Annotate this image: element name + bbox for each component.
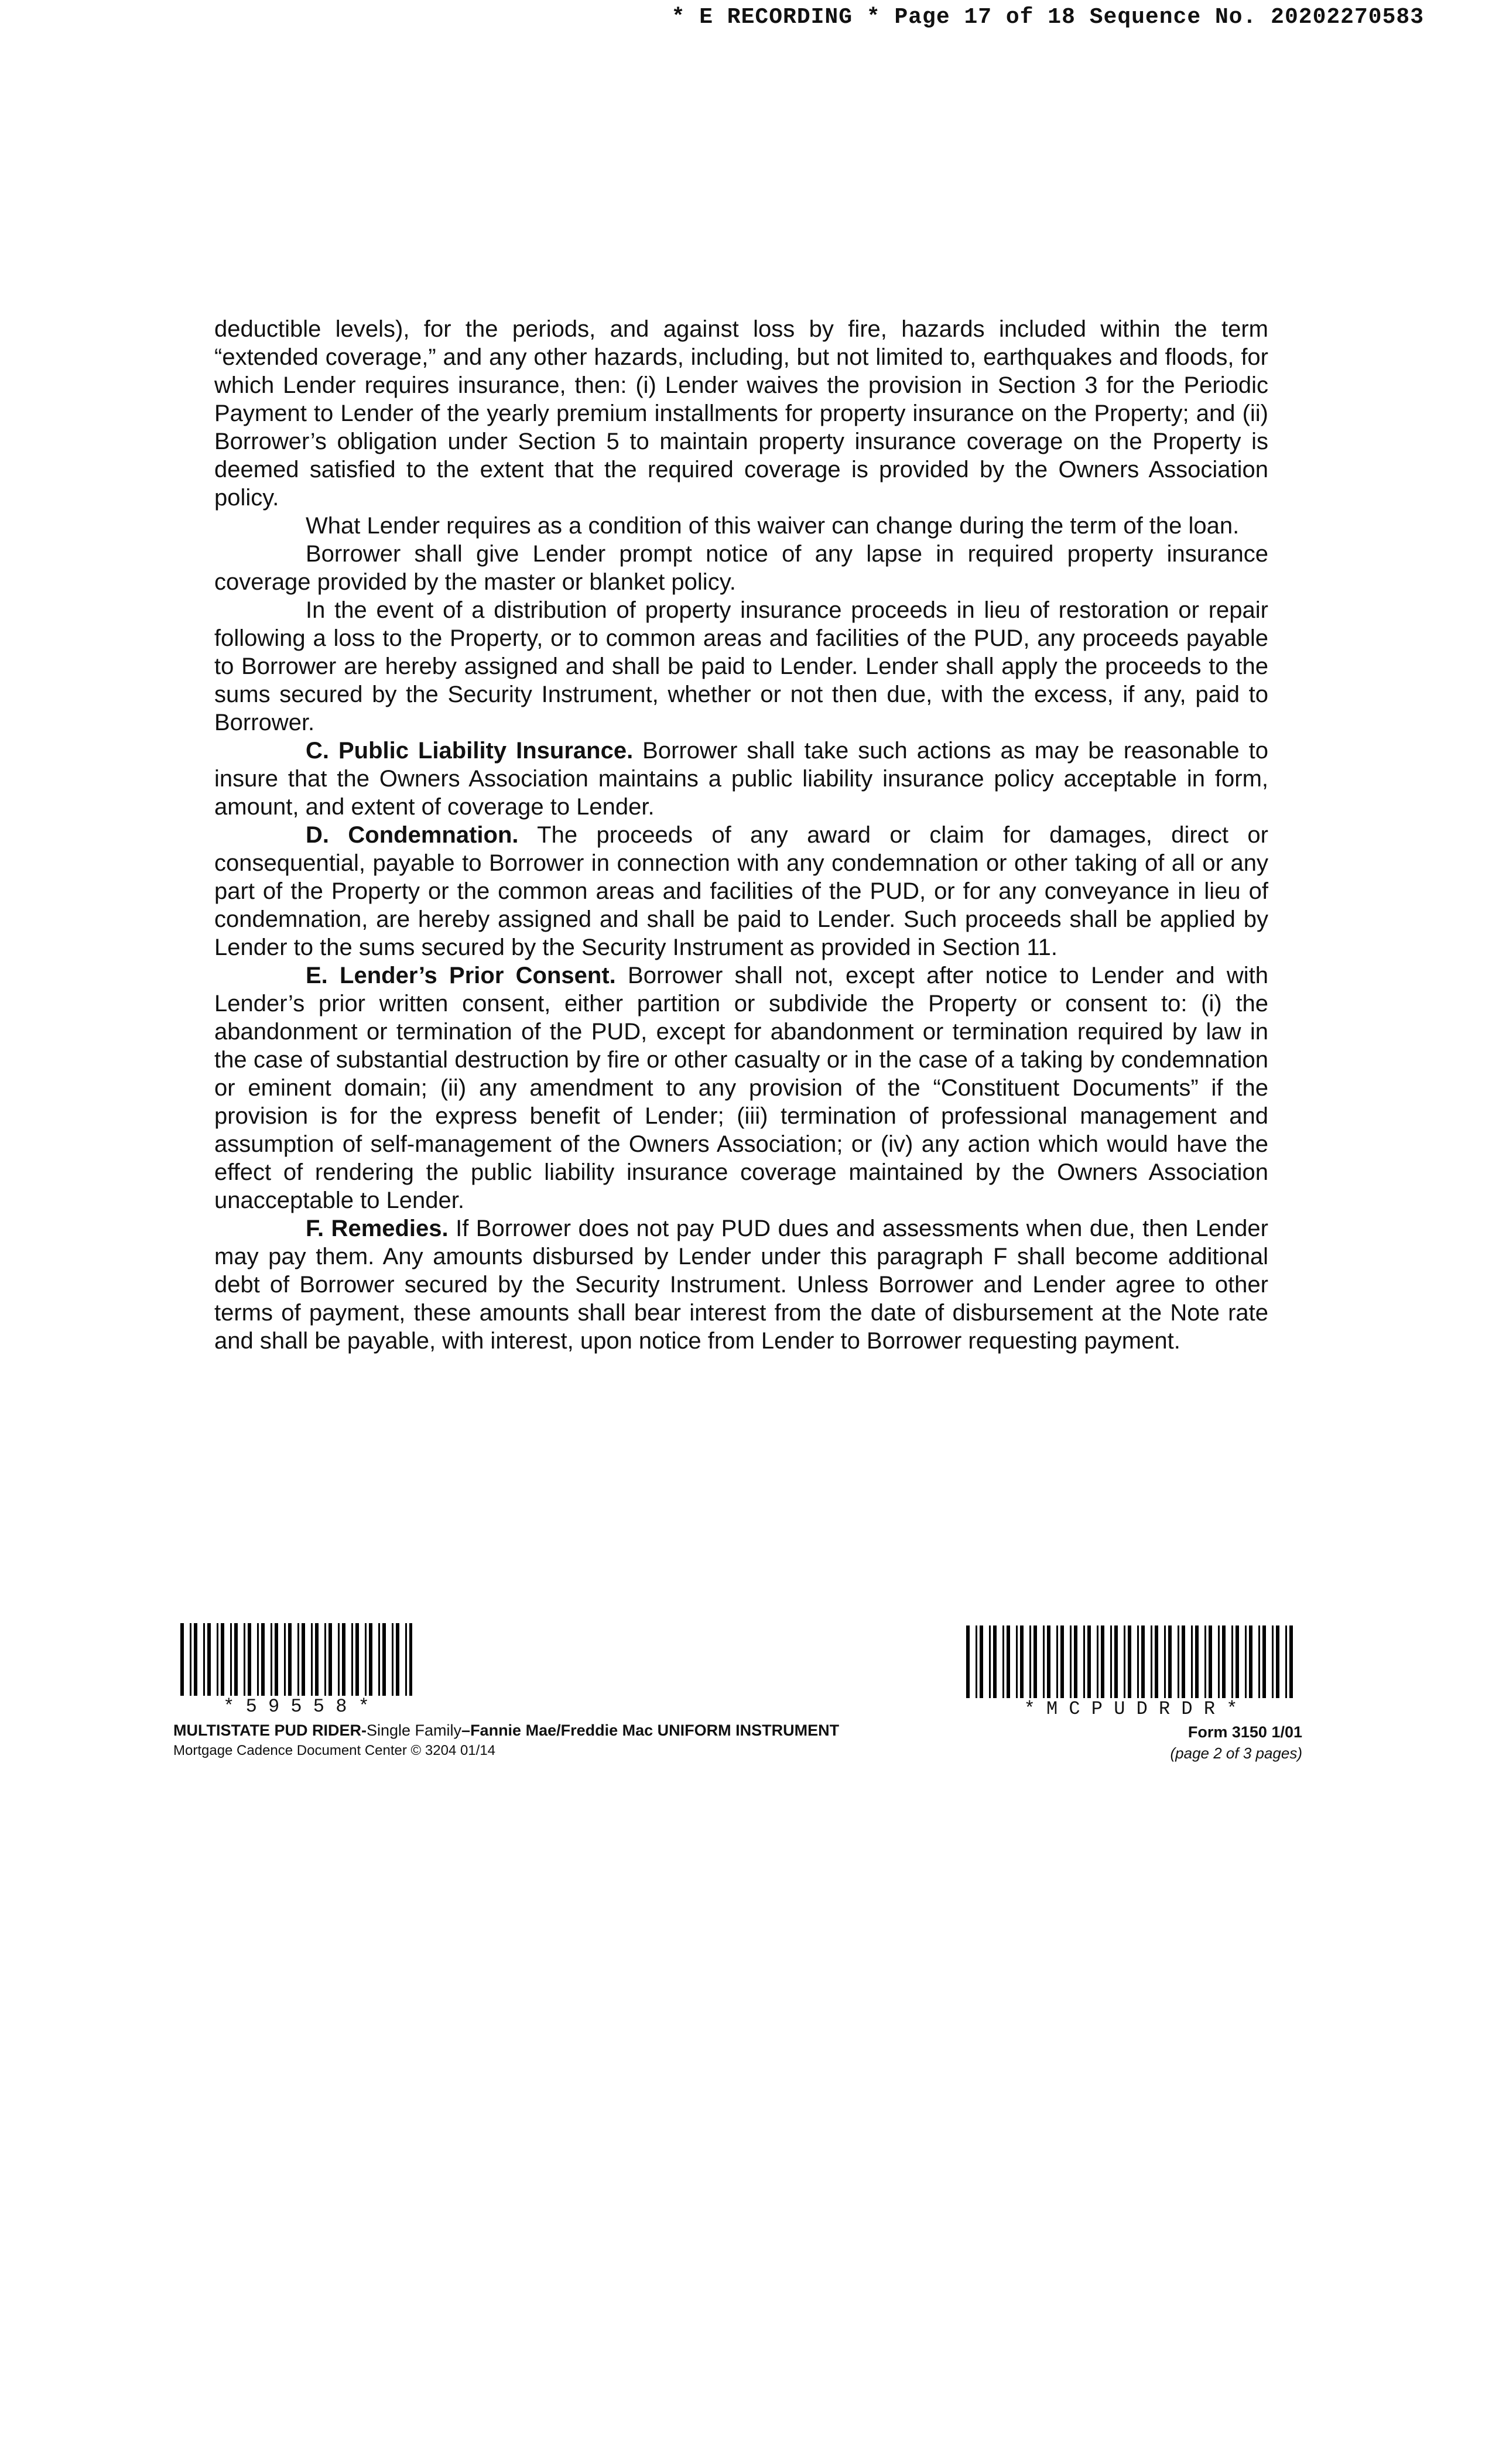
- section-f-remedies: [214, 1214, 1268, 1355]
- barcode-bar: [1131, 1625, 1137, 1698]
- barcode-right: [966, 1625, 1295, 1698]
- barcode-bar: [372, 1623, 378, 1696]
- barcode-bar: [184, 1623, 190, 1696]
- barcode-bar: [292, 1623, 297, 1696]
- barcode-left-caption: * 5 9 5 5 8 *: [223, 1696, 369, 1717]
- section-e-prior-consent: [214, 961, 1268, 1214]
- barcode-bar: [970, 1625, 976, 1698]
- barcode-bar: [1226, 1625, 1231, 1698]
- barcode-bar: [399, 1623, 405, 1696]
- barcode-bar: [305, 1623, 311, 1696]
- section-f-text: If Borrower does not pay PUD dues and assessments when due, then Lender may pay them. Any amounts disbursed by Lender under this paragraph F shall become additional debt of Borrower secured by the Security Instrument. Unless Borrower and Lender agree to other terms of payment, these amounts shall bear interest from the date of disbursement at the Note rate and shall be payable, with interest, upon notice from Lender to Borrower requesting payment.: [214, 1216, 1268, 1354]
- barcode-bar: [1010, 1625, 1016, 1698]
- barcode-bar: [1145, 1625, 1151, 1698]
- barcode-bar: [197, 1623, 203, 1696]
- barcode-bar: [1199, 1625, 1204, 1698]
- barcode-bar: [1024, 1625, 1029, 1698]
- barcode-right-caption: * M C P U D R D R *: [1024, 1698, 1238, 1720]
- paragraph-insurance-proceeds: In the event of a distribution of property insurance proceeds in lieu of restoration or repair following a loss to the Property, or to common areas and facilities of the PUD, any proceeds payable to Borrower are hereby assigned and shall be paid to Lender. Lender shall apply the proceeds to the sums secured by the Security Instrument, whether or not then due, with the excess, if any, paid to Borrower.: [214, 597, 1268, 735]
- barcode-bar: [211, 1623, 217, 1696]
- barcode-bar: [251, 1623, 257, 1696]
- form-title-normal: Single Family: [366, 1722, 462, 1739]
- section-c-text: Borrower shall take such actions as may be reasonable to insure that the Owners Association maintains a public liability insurance policy acceptable in form, amount, and extent of coverage to Lender.: [214, 738, 1268, 820]
- barcode-bar: [1037, 1625, 1043, 1698]
- form-title-bold: MULTISTATE PUD RIDER-: [173, 1722, 367, 1739]
- barcode-bar: [1104, 1625, 1110, 1698]
- barcode-bar: [1077, 1625, 1083, 1698]
- form-number: Form 3150 1/01: [1187, 1723, 1302, 1741]
- section-f-heading: F. Remedies.: [306, 1216, 449, 1241]
- barcode-bar: [238, 1623, 244, 1696]
- barcode-bar: [345, 1623, 351, 1696]
- barcode-bar: [1239, 1625, 1245, 1698]
- barcode-bar: [1050, 1625, 1056, 1698]
- section-d-text: The proceeds of any award or claim for damages, direct or consequential, payable to Borrower in connection with any condemnation or other taking of all or any part of the Property or the common areas and facilities of the PUD, or for any conveyance in lieu of condemnation, are hereby assigned and shall be paid to Lender. Such proceeds shall be applied by Lender to the sums secured by the Security Instrument as provided in Section 11.: [214, 822, 1268, 960]
- barcode-bar: [1172, 1625, 1178, 1698]
- barcode-bar: [332, 1623, 338, 1696]
- barcode-left: [180, 1623, 412, 1696]
- recording-header: * E RECORDING * Page 17 of 18 Sequence No. 20202270583: [671, 5, 1424, 30]
- form-title: [173, 1722, 839, 1740]
- barcode-bar: [265, 1623, 271, 1696]
- document-body: [214, 315, 1268, 1355]
- section-e-text: Borrower shall not, except after notice to Lender and with Lender’s prior written consent, either partition or subdivide the Property or consent to: (i) the abandonment or termination of the PUD, except for abandonment or termination required by law in the case of substantial destruction by fire or other casualty or in the case of a taking by condemnation or eminent domain; (ii) any amendment to any provision of the “Constituent Documents” if the provision is for the express benefit of Lender; (iii) termination of professional management and assumption of self-management of the Owners Association; or (iv) any action which would have the effect of rendering the public liability insurance coverage maintained by the Owners Association unacceptable to Lender.: [214, 963, 1269, 1213]
- barcode-bar: [1252, 1625, 1258, 1698]
- section-c-heading: C. Public Liability Insurance.: [306, 738, 634, 764]
- paragraph-insurance-waiver: deductible levels), for the periods, and against loss by fire, hazards included within the term “extended coverage,” and any other hazards, including, but not limited to, earthquakes and floods, for which Lender requires insurance, then: (i) Lender waives the provision in Section 3 for the Periodic Payment to Lender of the yearly premium installments for property insurance on the Property; and (ii) Borrower’s obligation under Section 5 to maintain property insurance coverage on the Property is deemed satisfied to the extent that the required coverage is provided by the Owners Association policy.: [214, 316, 1268, 511]
- barcode-bar: [1266, 1625, 1272, 1698]
- barcode-bar: [224, 1623, 230, 1696]
- form-title-rest: –Fannie Mae/Freddie Mac UNIFORM INSTRUMENT: [461, 1722, 840, 1739]
- barcode-bar: [409, 1623, 412, 1696]
- barcode-bar: [1118, 1625, 1124, 1698]
- section-c-public-liability: [214, 737, 1268, 821]
- barcode-bar: [1091, 1625, 1097, 1698]
- barcode-bar: [1185, 1625, 1191, 1698]
- barcode-bar: [359, 1623, 365, 1696]
- barcode-bar: [1293, 1625, 1295, 1698]
- barcode-bar: [386, 1623, 392, 1696]
- barcode-bar: [1212, 1625, 1218, 1698]
- barcode-bar: [1064, 1625, 1070, 1698]
- section-d-heading: D. Condemnation.: [306, 822, 519, 848]
- page-count: (page 2 of 3 pages): [1170, 1744, 1302, 1762]
- barcode-bar: [997, 1625, 1002, 1698]
- barcode-bar: [1158, 1625, 1164, 1698]
- document-center-line: Mortgage Cadence Document Center © 3204 01/14: [173, 1743, 496, 1758]
- barcode-bar: [983, 1625, 989, 1698]
- paragraph-waiver-change: What Lender requires as a condition of this waiver can change during the term of the loan.: [306, 513, 1240, 539]
- barcode-bar: [319, 1623, 324, 1696]
- barcode-bar: [1279, 1625, 1285, 1698]
- section-d-condemnation: [214, 821, 1268, 961]
- barcode-bar: [278, 1623, 284, 1696]
- paragraph-lapse-notice: Borrower shall give Lender prompt notice of any lapse in required property insurance coverage provided by the master or blanket policy.: [214, 541, 1268, 595]
- section-e-heading: E. Lender’s Prior Consent.: [306, 963, 616, 988]
